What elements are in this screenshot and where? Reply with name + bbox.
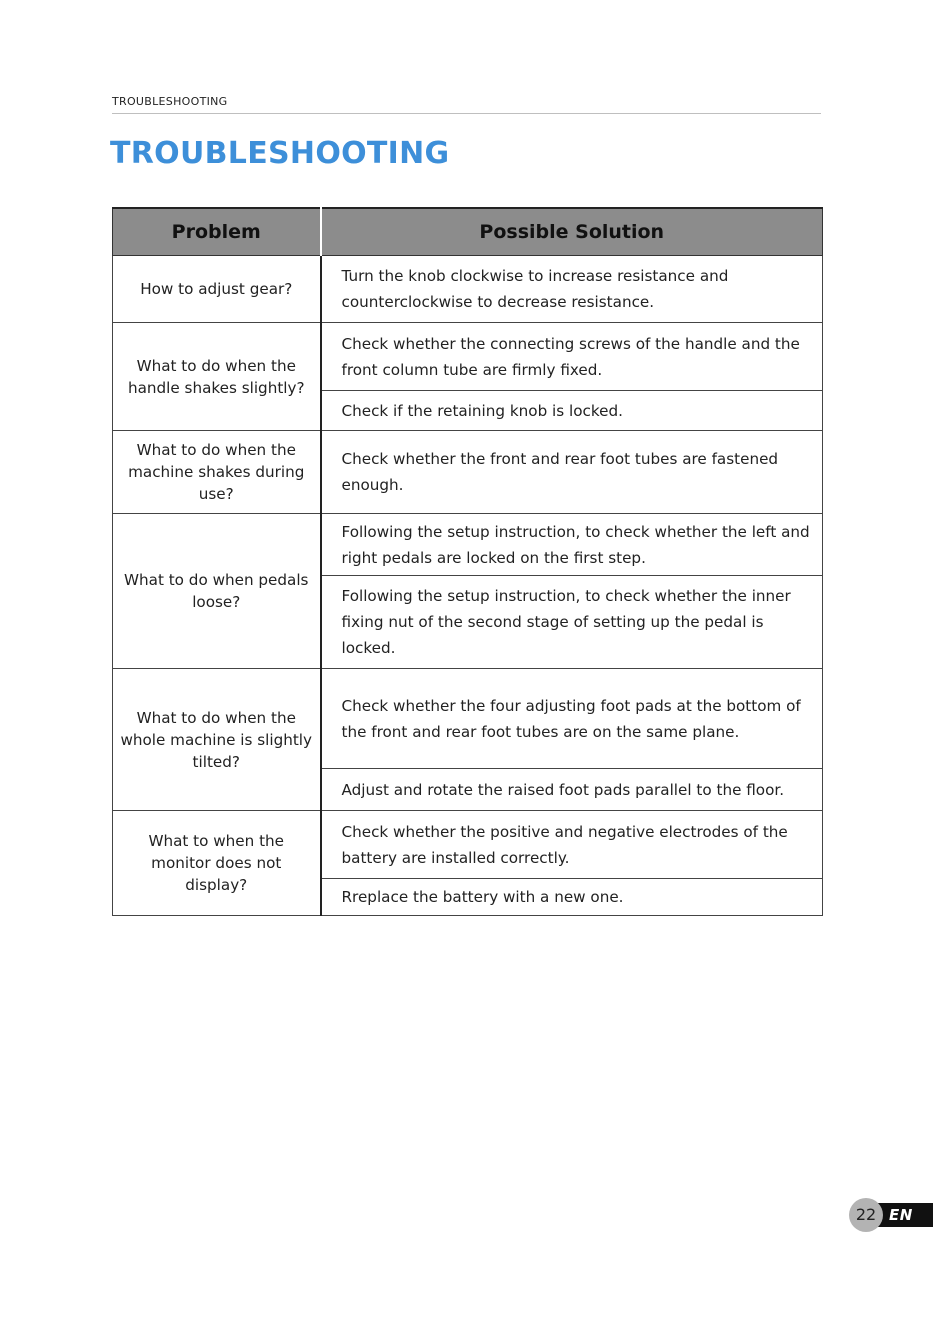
solution-cell: Check whether the front and rear foot tubes are fastened enough. [321,431,823,514]
solution-cell: Following the setup instruction, to check whether the inner fixing nut of the second stage of setting up the pedal is locked. [321,576,823,669]
problem-cell: What to when the monitor does not display? [113,811,321,916]
problem-cell: What to do when pedals loose? [113,514,321,669]
page-number: 22 [849,1198,883,1232]
table-header-row [113,208,823,256]
problem-cell: What to do when the whole machine is slightly tilted? [113,669,321,811]
column-header-problem: Problem [113,208,321,256]
troubleshooting-table [112,207,823,916]
solution-cell: Turn the knob clockwise to increase resistance and counterclockwise to decrease resistance. [321,256,823,323]
solution-cell: Check if the retaining knob is locked. [321,391,823,431]
table-row [113,256,823,323]
section-header-label: TROUBLESHOOTING [112,95,228,108]
language-label: EN [867,1203,933,1227]
header-divider [112,113,821,114]
solution-cell: Following the setup instruction, to check whether the left and right pedals are locked on the first step. [321,514,823,576]
table-row [113,323,823,391]
solution-cell: Check whether the positive and negative electrodes of the battery are installed correctly. [321,811,823,879]
solution-cell: Check whether the four adjusting foot pads at the bottom of the front and rear foot tubes are on the same plane. [321,669,823,769]
table-row [113,514,823,576]
table-row [113,811,823,879]
column-header-solution: Possible Solution [321,208,823,256]
solution-cell: Adjust and rotate the raised foot pads parallel to the floor. [321,769,823,811]
page-title: TROUBLESHOOTING [110,136,450,171]
solution-cell: Check whether the connecting screws of the handle and the front column tube are firmly fixed. [321,323,823,391]
table-row [113,669,823,769]
page-corner-tab [849,1198,933,1232]
problem-cell: What to do when the machine shakes during use? [113,431,321,514]
problem-cell: What to do when the handle shakes slightly? [113,323,321,431]
table-row [113,431,823,514]
solution-cell: Rreplace the battery with a new one. [321,879,823,916]
problem-cell: How to adjust gear? [113,256,321,323]
